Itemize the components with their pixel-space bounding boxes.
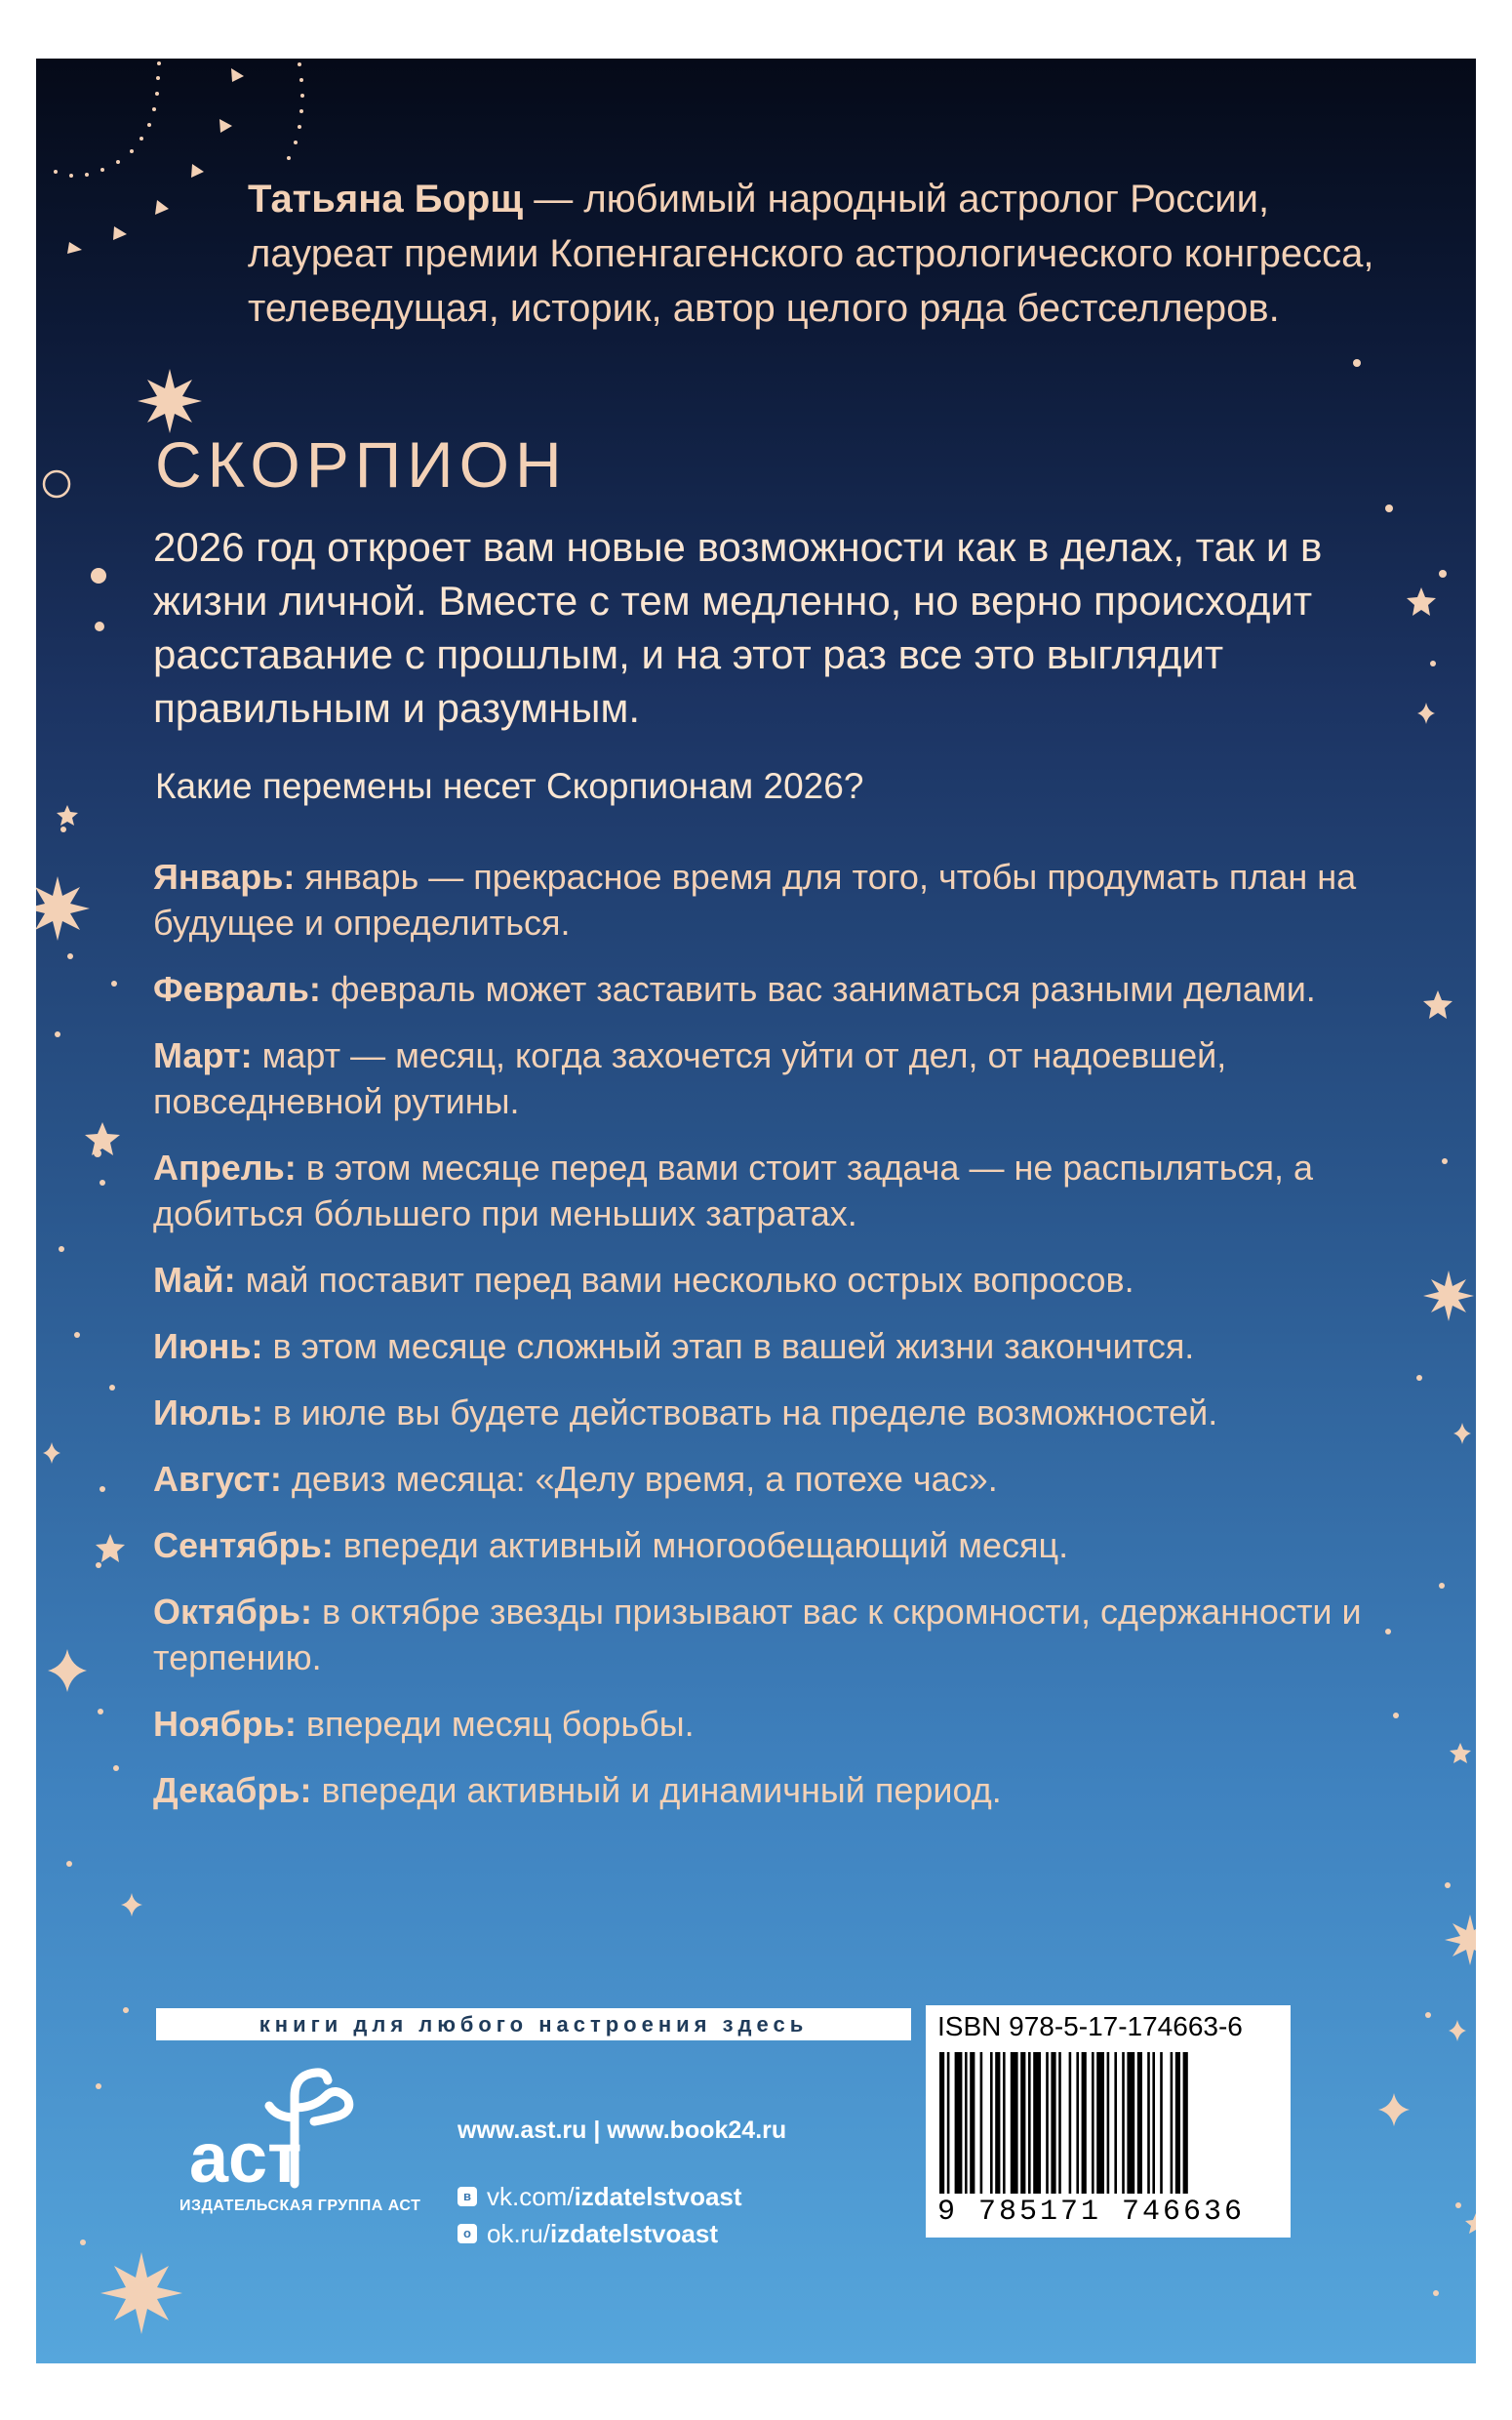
month-item [153, 1456, 1421, 1502]
publisher-name: ИЗДАТЕЛЬСКАЯ ГРУППА АСТ [179, 2198, 421, 2214]
month-item [153, 1589, 1421, 1680]
month-text: девиз месяца: «Делу время, а потехе час». [281, 1459, 998, 1499]
triangle-garland-icon [67, 68, 244, 254]
ok-handle: izdatelstvoast [550, 2218, 718, 2248]
month-item [153, 1390, 1421, 1435]
month-item [153, 1032, 1421, 1124]
dotted-arc-icon [54, 61, 304, 178]
month-name: Апрель: [153, 1148, 297, 1188]
month-text: впереди месяц борьбы. [296, 1704, 695, 1744]
month-name: Январь: [153, 857, 296, 897]
month-item [153, 1701, 1421, 1747]
month-text: в этом месяце перед вами стоит задача — не распыляться, а добиться бóльшего при меньших затратах. [153, 1148, 1314, 1233]
lead-paragraph: 2026 год откроет вам новые возможности как в делах, так и в жизни личной. Вместе с тем медленно, но верно происходит расставание с прошлым, и на этот раз все это выглядит правильным и разумным. [153, 524, 1323, 731]
publisher-links [458, 2112, 786, 2252]
month-text: в октябре звезды призывают вас к скромности, сдержанности и терпению. [153, 1592, 1362, 1677]
month-item [153, 854, 1421, 946]
intro-line-3: телеведущая, историк, автор целого ряда бестселлеров. [248, 287, 1280, 330]
intro-line-1: — любимый народный астролог России, [523, 178, 1270, 221]
month-text: февраль может заставить вас заниматься разными делами. [320, 969, 1316, 1009]
month-text: в июле вы будете действовать на пределе возможностей. [262, 1392, 1218, 1432]
month-item [153, 1145, 1421, 1236]
vk-handle: izdatelstvoast [574, 2181, 742, 2211]
zodiac-sign-title: СКОРПИОН [155, 428, 568, 501]
month-item [153, 966, 1421, 1012]
isbn-label: ISBN 978-5-17-174663-6 [937, 2011, 1243, 2041]
author-name: Татьяна Борщ [248, 178, 524, 221]
ast-logo-icon [179, 2057, 384, 2194]
forecast-question: Какие перемены несет Скорпионам 2026? [155, 766, 864, 806]
vk-link[interactable] [458, 2178, 786, 2215]
intro-line-2: лауреат премии Копенгагенского астрологического конгресса, [248, 232, 1374, 275]
month-text: январь — прекрасное время для того, чтобы продумать план на будущее и определиться. [153, 857, 1357, 943]
isbn-barcode [926, 2005, 1291, 2238]
ok-icon: о [458, 2224, 477, 2243]
month-name: Июнь: [153, 1326, 263, 1366]
ok-prefix: ok.ru/ [487, 2218, 551, 2248]
barcode-digits: 9 785171 746636 [937, 2196, 1246, 2229]
month-name: Март: [153, 1035, 253, 1075]
author-intro [248, 172, 1418, 336]
vk-icon: в [458, 2187, 477, 2206]
month-name: Декабрь: [153, 1770, 312, 1810]
month-item [153, 1522, 1421, 1568]
month-item [153, 1323, 1421, 1369]
month-text: впереди активный многообещающий месяц. [333, 1525, 1069, 1565]
month-text: март — месяц, когда захочется уйти от дел, от надоевшей, повседневной рутины. [153, 1035, 1227, 1121]
month-name: Октябрь: [153, 1592, 313, 1632]
monthly-forecast-list [153, 854, 1421, 1834]
month-name: Сентябрь: [153, 1525, 334, 1565]
ok-link[interactable] [458, 2215, 786, 2252]
website-links[interactable]: www.ast.ru | www.book24.ru [458, 2116, 787, 2144]
month-name: Август: [153, 1459, 282, 1499]
barcode-icon [939, 2052, 1277, 2194]
month-name: Май: [153, 1260, 236, 1300]
vk-prefix: vk.com/ [487, 2181, 575, 2211]
month-text: впереди активный и динамичный период. [311, 1770, 1002, 1810]
month-item [153, 1257, 1421, 1303]
month-name: Ноябрь: [153, 1704, 297, 1744]
svg-text:аст: аст [189, 2119, 302, 2194]
month-name: Февраль: [153, 969, 321, 1009]
month-text: в этом месяце сложный этап в вашей жизни закончится. [262, 1326, 1195, 1366]
month-name: Июль: [153, 1392, 263, 1432]
ring-icon [44, 471, 69, 497]
month-text: май поставит перед вами несколько острых вопросов. [235, 1260, 1134, 1300]
month-item [153, 1767, 1421, 1813]
tagline-banner: книги для любого настроения здесь [156, 2008, 911, 2040]
book-back-cover [36, 59, 1476, 2363]
